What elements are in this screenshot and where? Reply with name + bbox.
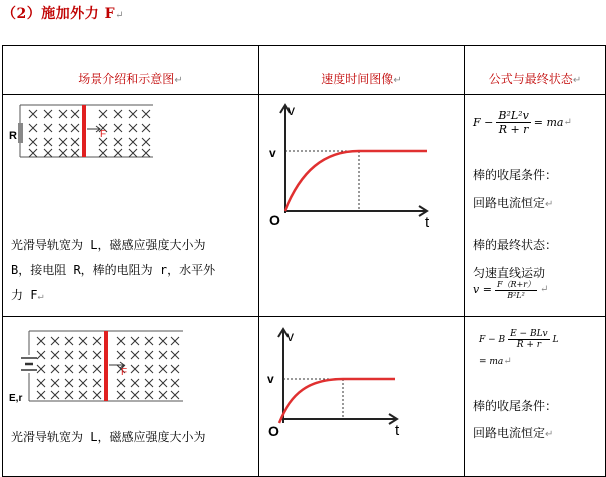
svg-text:O: O [268,423,279,438]
field-cross [131,351,139,359]
field-cross [93,337,101,345]
field-cross [51,365,59,373]
field-cross [145,365,153,373]
velocity-curve [285,151,427,211]
svg-text:F: F [100,129,107,140]
conducting-rod [104,331,108,401]
end-state-text: 棒的收尾条件： 回路电流恒定↵ 棒的最终状态： 匀速直线运动 [473,168,558,280]
field-cross [99,110,107,118]
field-cross [159,379,167,387]
field-cross [51,379,59,387]
field-cross [65,351,73,359]
formula-main: F − B E − BLv R + r L = ma↵ [479,329,559,367]
svg-text:R: R [9,130,17,142]
field-cross [44,124,52,132]
field-cross [171,365,179,373]
field-cross [159,391,167,399]
scene-description: 光滑导轨宽为 L，磁感应强度大小为 [11,430,206,444]
field-cross [99,149,107,157]
field-cross [93,365,101,373]
field-cross [37,365,45,373]
field-cross [37,337,45,345]
scene-cell [3,95,259,317]
vt-graph [259,99,465,229]
field-cross [145,379,153,387]
field-cross [145,337,153,345]
vt-graph [259,323,465,438]
header-vt-graph: 速度时间图像↵ [259,46,465,95]
field-cross [159,365,167,373]
graph-cell [259,95,465,317]
scene-cell [3,317,259,477]
field-cross [114,138,122,146]
field-cross [159,337,167,345]
formula-cell [465,317,606,477]
field-cross [37,391,45,399]
field-cross [129,149,137,157]
field-cross [117,337,125,345]
field-cross [44,149,52,157]
field-cross [79,351,87,359]
svg-text:E,r: E,r [9,393,23,404]
field-cross [51,391,59,399]
end-state-text: 棒的收尾条件： 回路电流恒定↵ [473,399,558,440]
field-cross [145,391,153,399]
graph-cell [259,317,465,477]
field-cross [145,351,153,359]
field-cross [114,149,122,157]
circuit-diagram-battery [3,325,259,415]
field-cross [65,379,73,387]
field-cross [117,379,125,387]
svg-text:v: v [288,102,295,118]
table-row [3,317,606,477]
field-cross [142,138,150,146]
svg-text:v: v [267,372,274,386]
field-cross [71,110,79,118]
field-cross [51,337,59,345]
field-cross [71,124,79,132]
svg-text:O: O [269,212,280,228]
field-cross [37,351,45,359]
field-cross [129,110,137,118]
field-cross [65,365,73,373]
header-formula: 公式与最终状态↵ [465,46,606,95]
field-cross [29,138,37,146]
field-cross [171,379,179,387]
field-cross [51,351,59,359]
field-cross [129,138,137,146]
field-cross [44,138,52,146]
field-cross [131,365,139,373]
field-cross [131,391,139,399]
comparison-table [2,45,606,477]
field-cross [131,379,139,387]
field-cross [93,351,101,359]
field-cross [159,351,167,359]
field-cross [79,391,87,399]
field-cross [59,124,67,132]
field-cross [93,379,101,387]
conducting-rod [82,105,86,157]
field-cross [71,138,79,146]
formula-main: F − $\frac{\text{B²L²v}}{R + r}$ = ma ↵ [473,109,572,136]
formula-final: v = $\frac{F(R+r)}{\text{B²L²}}$ ↵ [473,280,549,300]
field-cross [37,379,45,387]
field-cross [129,124,137,132]
field-cross [65,391,73,399]
circuit-diagram-resistor [3,101,259,181]
field-cross [79,379,87,387]
field-cross [117,391,125,399]
field-cross [59,138,67,146]
field-cross [29,124,37,132]
field-cross [171,351,179,359]
field-cross [117,351,125,359]
formula-cell [465,95,606,317]
section-heading: （2）施加外力 F↵ [2,6,124,22]
table-row [3,95,606,317]
svg-text:t: t [395,422,400,438]
field-cross [29,110,37,118]
field-cross [131,337,139,345]
svg-text:t: t [425,214,430,229]
svg-text:v: v [287,328,294,344]
field-cross [171,391,179,399]
scene-description: 光滑导轨宽为 L，磁感应强度大小为 B，接电阻 R，棒的电阻为 r，水平外 力 F↵ [11,238,216,302]
field-cross [59,110,67,118]
header-scene: 场景介绍和示意图↵ [3,46,259,95]
field-cross [142,124,150,132]
field-cross [71,149,79,157]
field-cross [171,337,179,345]
field-cross [142,110,150,118]
field-cross [65,337,73,345]
table-header-row [3,46,606,95]
velocity-curve [279,379,395,423]
field-cross [44,110,52,118]
field-cross [59,149,67,157]
svg-text:v: v [269,146,276,160]
svg-text:F: F [121,367,128,378]
field-cross [142,149,150,157]
field-cross [79,365,87,373]
field-cross [93,391,101,399]
field-cross [114,124,122,132]
field-cross [79,337,87,345]
field-cross [114,110,122,118]
field-cross [29,149,37,157]
